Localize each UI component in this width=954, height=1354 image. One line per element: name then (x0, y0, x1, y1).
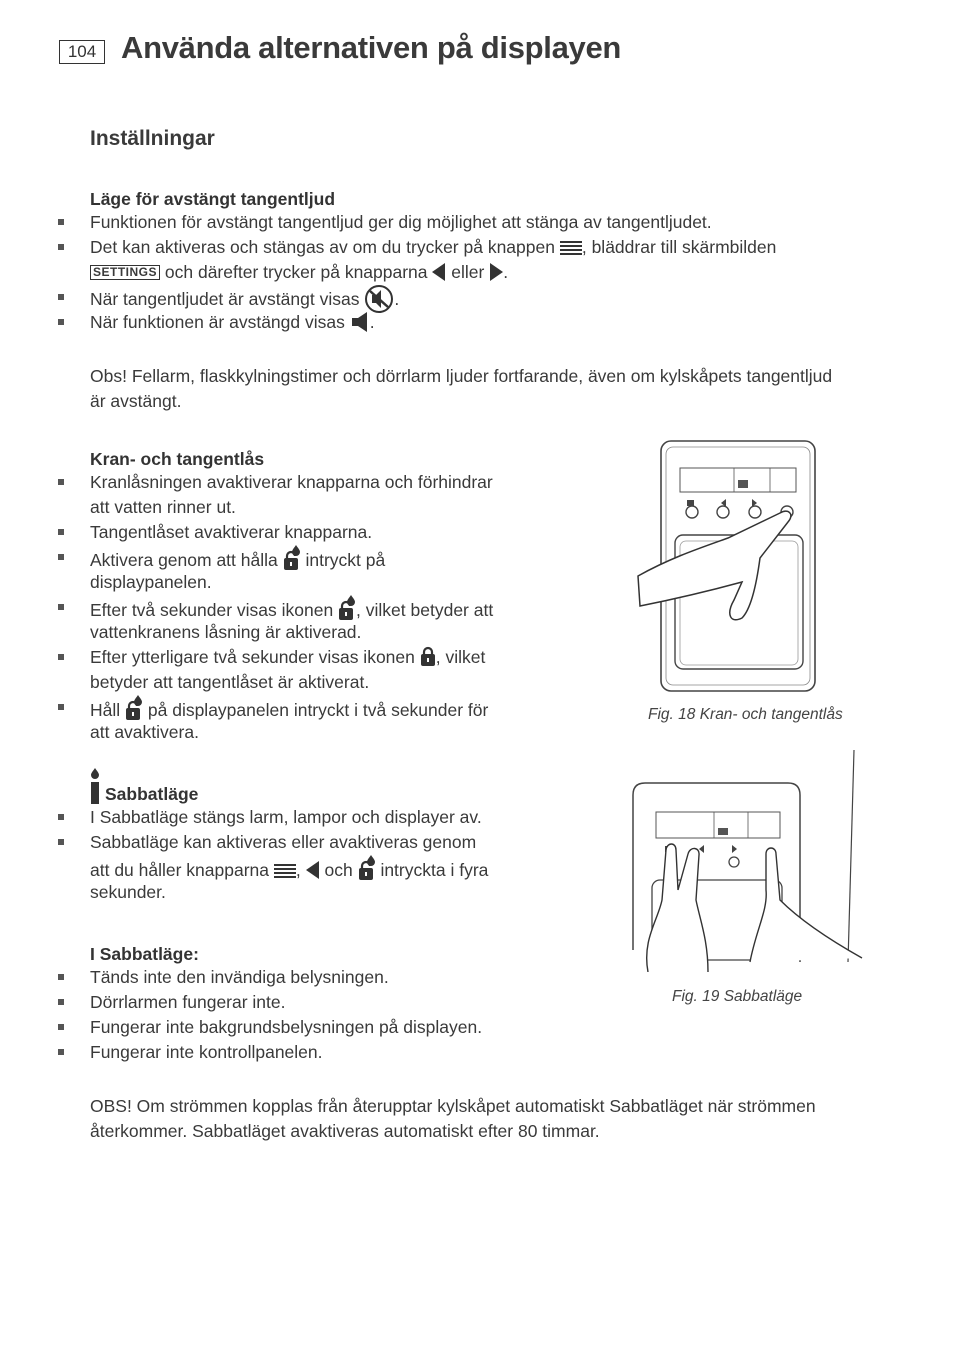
in-sabbath-bullet-1: Tänds inte den invändiga belysningen. (90, 967, 389, 987)
sabbath-bullet-2-cont: att du håller knapparna , och intryckta i fyra (90, 855, 488, 883)
speaker-icon (350, 311, 370, 333)
sabbath-note-line-1: OBS! Om strömmen kopplas från återupptar kylskåpet automatiskt Sabbatläget när strömmen (90, 1096, 816, 1116)
bullet (58, 839, 64, 845)
section-title: Inställningar (90, 127, 215, 150)
bullet (58, 529, 64, 535)
candle-icon (90, 768, 100, 804)
bullet (58, 704, 64, 710)
bullet (58, 219, 64, 225)
page-title: Använda alternativen på displayen (121, 30, 622, 65)
lock-bullet-6: Håll på displaypanelen intryckt i två sekunder för (90, 695, 488, 723)
right-arrow-icon (489, 263, 503, 281)
page-number: 104 (59, 40, 105, 64)
lock-drop-icon (125, 695, 143, 721)
bullet (58, 1049, 64, 1055)
bullet (58, 1024, 64, 1030)
lock-bullet-3-cont: displaypanelen. (90, 572, 212, 592)
figure-19-illustration (630, 750, 870, 972)
lock-heading: Kran- och tangentlås (90, 449, 265, 469)
mute-bullet-2-cont: SETTINGS och därefter trycker på knapparna eller . (90, 260, 508, 285)
menu-lines-icon (274, 863, 296, 879)
settings-key-label: SETTINGS (90, 265, 160, 280)
mute-heading: Läge för avstängt tangentljud (90, 189, 336, 209)
mute-bullet-2: Det kan aktiveras och stängas av om du trycker på knappen , bläddrar till skärmbilden (90, 237, 777, 257)
in-sabbath-bullet-4: Fungerar inte kontrollpanelen. (90, 1042, 323, 1062)
bullet (58, 294, 64, 300)
bullet (58, 554, 64, 560)
left-arrow-icon (432, 263, 446, 281)
sabbath-bullet-2-cont-2: sekunder. (90, 882, 166, 902)
menu-lines-icon (560, 240, 582, 256)
lock-bullet-4-cont: vattenkranens låsning är aktiverad. (90, 622, 362, 642)
sabbath-note-line-2: återkommer. Sabbatläget avaktiveras automatiskt efter 80 timmar. (90, 1121, 600, 1141)
speaker-crossed-icon (364, 285, 394, 313)
bullet (58, 479, 64, 485)
figure-19-caption: Fig. 19 Sabbatläge (672, 988, 803, 1005)
lock-bullet-5-cont: betyder att tangentlåset är aktiverat. (90, 672, 370, 692)
lock-bullet-6-cont: att avaktivera. (90, 722, 199, 742)
mute-bullet-3: När tangentljudet är avstängt visas . (90, 285, 399, 313)
lock-bullet-1: Kranlåsningen avaktiverar knapparna och förhindrar (90, 472, 493, 492)
sabbath-heading: Sabbatläge (105, 784, 199, 804)
mute-bullet-4: När funktionen är avstängd visas . (90, 312, 375, 332)
bullet (58, 654, 64, 660)
lock-drop-icon (283, 545, 301, 571)
lock-bullet-3: Aktivera genom att hålla intryckt på (90, 545, 385, 573)
figure-18-illustration (630, 438, 830, 698)
in-sabbath-bullet-2: Dörrlarmen fungerar inte. (90, 992, 286, 1012)
bullet (58, 604, 64, 610)
in-sabbath-heading: I Sabbatläge: (90, 944, 199, 964)
lock-bullet-5: Efter ytterligare två sekunder visas ikonen , vilket (90, 647, 486, 667)
bullet (58, 319, 64, 325)
bullet (58, 974, 64, 980)
lock-bullet-4: Efter två sekunder visas ikonen , vilket betyder att (90, 595, 493, 623)
figure-18-caption: Fig. 18 Kran- och tangentlås (648, 706, 843, 723)
in-sabbath-bullet-3: Fungerar inte bakgrundsbelysningen på displayen. (90, 1017, 483, 1037)
sabbath-bullet-1: I Sabbatläge stängs larm, lampor och displayer av. (90, 807, 482, 827)
bullet (58, 814, 64, 820)
bullet (58, 244, 64, 250)
lock-bullet-1-cont: att vatten rinner ut. (90, 497, 236, 517)
lock-bullet-2: Tangentlåset avaktiverar knapparna. (90, 522, 373, 542)
lock-drop-icon (338, 595, 356, 621)
bullet (58, 999, 64, 1005)
mute-bullet-1: Funktionen för avstängt tangentljud ger dig möjlighet att stänga av tangentljudet. (90, 212, 712, 232)
left-arrow-icon (306, 861, 320, 879)
lock-drop-icon (358, 855, 376, 881)
mute-note-line-2: är avstängt. (90, 391, 182, 411)
lock-icon (420, 646, 436, 666)
mute-note-line-1: Obs! Fellarm, flaskkylningstimer och dörrlarm ljuder fortfarande, även om kylskåpets tangentljud (90, 366, 833, 386)
sabbath-bullet-2: Sabbatläge kan aktiveras eller avaktiveras genom (90, 832, 477, 852)
